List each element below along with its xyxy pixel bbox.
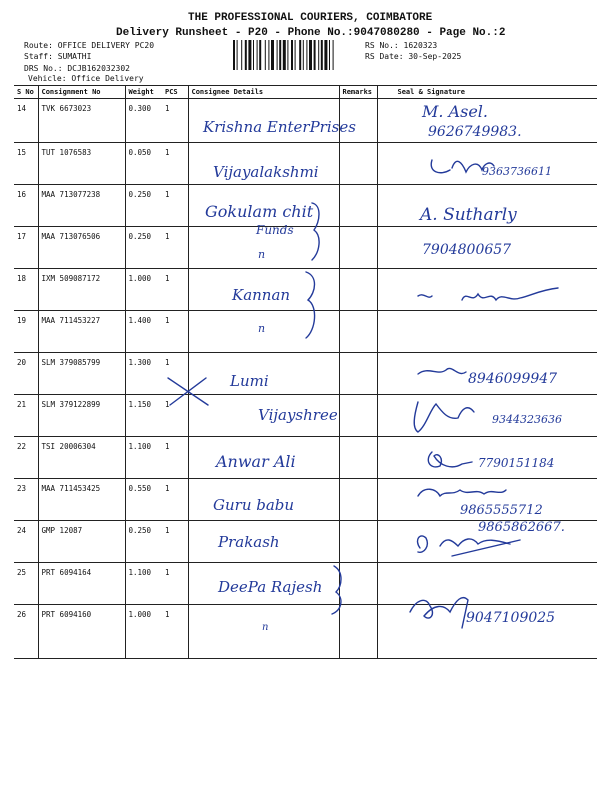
signature-phone: 9626749983. bbox=[428, 124, 522, 140]
cell-weight: 1.400 bbox=[125, 311, 162, 353]
cell-pcs: 1 bbox=[162, 143, 188, 185]
cell-sno: 19 bbox=[14, 311, 38, 353]
cell-sno: 26 bbox=[14, 605, 38, 659]
cell-pcs: 1 bbox=[162, 185, 188, 227]
ditto-mark: n bbox=[258, 248, 266, 261]
cell-sno: 24 bbox=[14, 521, 38, 563]
cell-sno: 14 bbox=[14, 99, 38, 143]
brace-mark bbox=[306, 272, 315, 338]
cell-pcs: 1 bbox=[162, 353, 188, 395]
cell-consignment-no: TVK 6673023 bbox=[38, 99, 125, 143]
brace-mark bbox=[312, 203, 319, 260]
header-pcs: PCS bbox=[162, 86, 188, 99]
cell-pcs: 1 bbox=[162, 395, 188, 437]
handwritten-consignee: Krishna EnterPrises bbox=[203, 118, 356, 136]
cell-pcs: 1 bbox=[162, 437, 188, 479]
signature-scribble bbox=[431, 160, 494, 173]
rs-number: RS No.: 1620323 bbox=[365, 41, 438, 50]
handwritten-consignee: Guru babu bbox=[213, 496, 295, 514]
header-remarks: Remarks bbox=[339, 86, 377, 99]
signature-scribble bbox=[410, 598, 468, 628]
handwritten-consignee: Anwar Ali bbox=[216, 452, 296, 471]
cell-weight: 1.100 bbox=[125, 563, 162, 605]
cell-weight: 1.150 bbox=[125, 395, 162, 437]
signature-phone: 7790151184 bbox=[478, 456, 555, 470]
drs-number: DRS No.: DCJB162032302 bbox=[24, 64, 130, 73]
cell-sno: 23 bbox=[14, 479, 38, 521]
cell-consignment-no: PRT 6094160 bbox=[38, 605, 125, 659]
staff-text: Staff: SUMATHI bbox=[24, 52, 92, 61]
cell-pcs: 1 bbox=[162, 521, 188, 563]
route-text: Route: OFFICE DELIVERY PC20 bbox=[24, 41, 155, 50]
handwritten-consignee: DeePa Rajesh bbox=[218, 578, 323, 596]
header-weight: Weight bbox=[125, 86, 162, 99]
cell-consignment-no: PRT 6094164 bbox=[38, 563, 125, 605]
cell-sno: 18 bbox=[14, 269, 38, 311]
cell-consignment-no: MAA 713077238 bbox=[38, 185, 125, 227]
cell-pcs: 1 bbox=[162, 479, 188, 521]
cell-consignment-no: GMP 12087 bbox=[38, 521, 125, 563]
cell-consignment-no: MAA 711453227 bbox=[38, 311, 125, 353]
handwritten-consignee: Lumi bbox=[230, 372, 269, 390]
cell-consignment-no: SLM 379085799 bbox=[38, 353, 125, 395]
signature-name: A. Sutharly bbox=[420, 205, 517, 225]
cell-weight: 1.000 bbox=[125, 269, 162, 311]
ditto-mark: n bbox=[262, 622, 269, 633]
cell-sno: 16 bbox=[14, 185, 38, 227]
brace-mark bbox=[332, 566, 341, 614]
signature-phone: 9865862667. bbox=[478, 520, 565, 535]
handwritten-consignee: Vijayalakshmi bbox=[213, 163, 319, 181]
signature-phone: 7904800657 bbox=[422, 242, 512, 258]
cross-mark bbox=[168, 378, 208, 405]
cell-sno: 21 bbox=[14, 395, 38, 437]
signature-name: M. Asel. bbox=[422, 102, 488, 121]
signature-scribble bbox=[418, 288, 558, 300]
signature-scribble bbox=[414, 402, 474, 432]
header-sno: S No bbox=[14, 86, 38, 99]
signature-scribble bbox=[418, 489, 506, 496]
handwritten-consignee: Kannan bbox=[232, 286, 291, 304]
cell-consignment-no: IXM 509087172 bbox=[38, 269, 125, 311]
cell-weight: 1.300 bbox=[125, 353, 162, 395]
header-consignee: Consignee Details bbox=[188, 86, 339, 99]
cell-pcs: 1 bbox=[162, 311, 188, 353]
vehicle-text: Vehicle: Office Delivery bbox=[28, 74, 144, 83]
cell-pcs: 1 bbox=[162, 227, 188, 269]
cell-weight: 1.000 bbox=[125, 605, 162, 659]
signature-scribble bbox=[418, 368, 466, 374]
cell-pcs: 1 bbox=[162, 269, 188, 311]
signature-phone: 9047109025 bbox=[466, 610, 556, 626]
cell-weight: 1.100 bbox=[125, 437, 162, 479]
cell-pcs: 1 bbox=[162, 563, 188, 605]
cell-sno: 15 bbox=[14, 143, 38, 185]
signature-phone: 9363736611 bbox=[482, 165, 552, 178]
cell-consignment-no: TSI 20006304 bbox=[38, 437, 125, 479]
handwritten-consignee: Vijayshree bbox=[258, 406, 338, 424]
signature-scribble bbox=[428, 452, 472, 467]
header-signature: Seal & Signature bbox=[377, 86, 597, 99]
handwritten-consignee: Funds bbox=[256, 223, 294, 237]
cell-weight: 0.250 bbox=[125, 227, 162, 269]
cell-weight: 0.250 bbox=[125, 521, 162, 563]
handwritten-consignee: Prakash bbox=[218, 533, 280, 551]
header-consignment: Consignment No bbox=[38, 86, 125, 99]
cell-consignment-no: SLM 379122899 bbox=[38, 395, 125, 437]
signature-phone: 8946099947 bbox=[468, 371, 558, 387]
cell-pcs: 1 bbox=[162, 605, 188, 659]
cell-consignment-no: TUT 1076583 bbox=[38, 143, 125, 185]
runsheet-subtitle: Delivery Runsheet - P20 - Phone No.:9047080280 - Page No.:2 bbox=[116, 27, 506, 39]
cell-weight: 0.550 bbox=[125, 479, 162, 521]
ditto-mark: n bbox=[258, 322, 266, 335]
cell-consignment-no: MAA 713076506 bbox=[38, 227, 125, 269]
rs-date: RS Date: 30-Sep-2025 bbox=[365, 52, 462, 61]
cell-sno: 17 bbox=[14, 227, 38, 269]
cell-sno: 22 bbox=[14, 437, 38, 479]
signature-phone: 9865555712 bbox=[460, 503, 543, 518]
signature-scribble bbox=[418, 536, 520, 556]
cell-sno: 20 bbox=[14, 353, 38, 395]
cell-sno: 25 bbox=[14, 563, 38, 605]
cell-pcs: 1 bbox=[162, 99, 188, 143]
cell-weight: 0.300 bbox=[125, 99, 162, 143]
signature-phone: 9344323636 bbox=[492, 413, 562, 426]
cell-consignment-no: MAA 711453425 bbox=[38, 479, 125, 521]
handwritten-consignee: Gokulam chit bbox=[205, 202, 314, 221]
company-title: THE PROFESSIONAL COURIERS, COIMBATORE bbox=[188, 12, 433, 24]
cell-weight: 0.050 bbox=[125, 143, 162, 185]
cell-weight: 0.250 bbox=[125, 185, 162, 227]
